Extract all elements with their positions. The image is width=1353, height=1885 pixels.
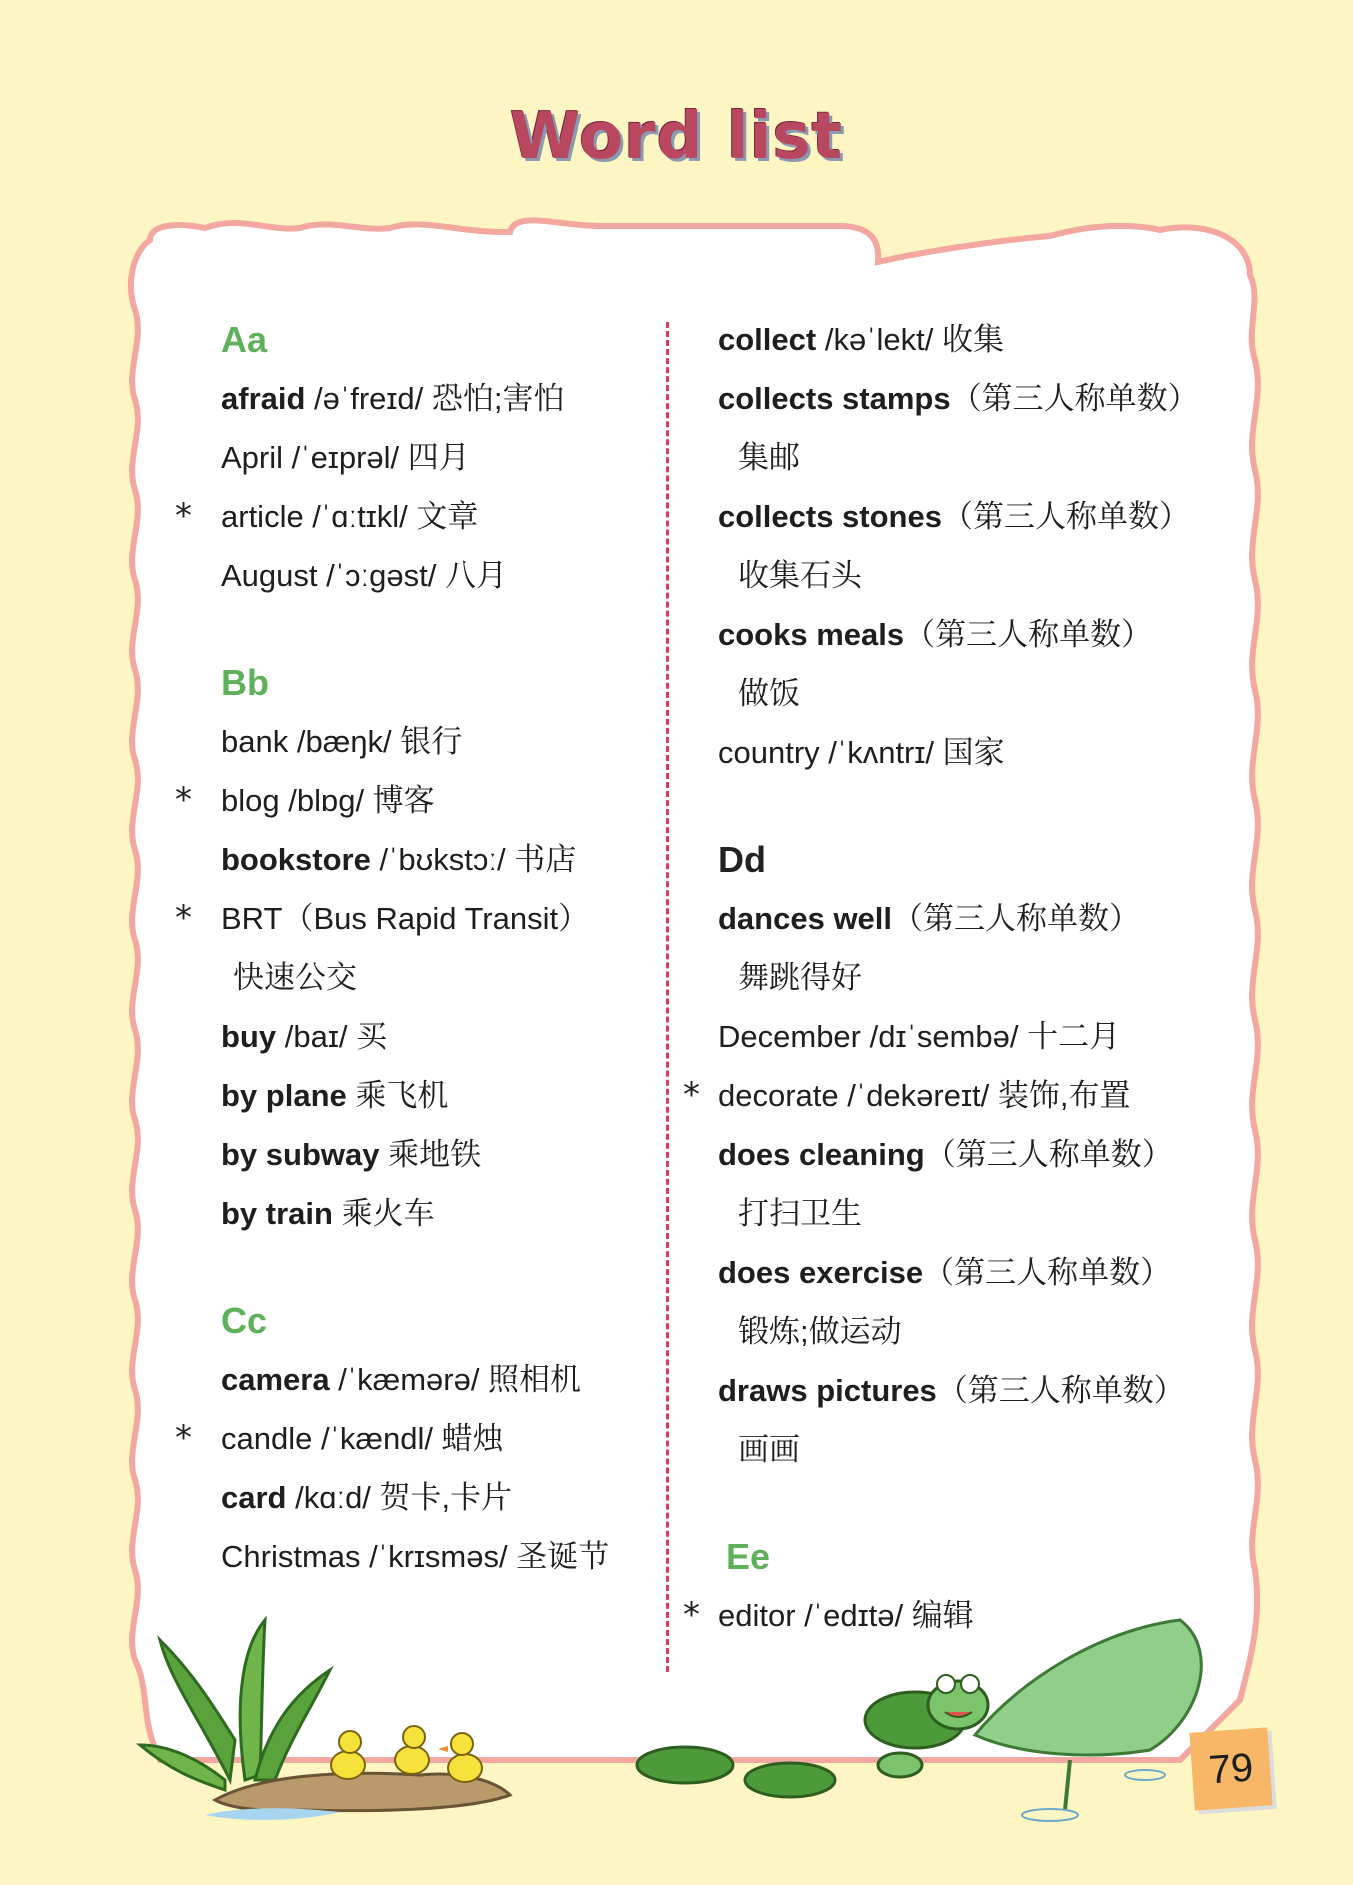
entry-definition: /ˈkæmərə/ 照相机: [329, 1362, 582, 1397]
entry-word: afraid: [221, 381, 306, 416]
entry-collects-stones-translation: 收集石头: [738, 558, 862, 593]
entry-definition: （第三人称单数）: [892, 901, 1141, 936]
entry-definition: （第三人称单数）: [950, 381, 1199, 416]
entry-definition: （第三人称单数）: [936, 1373, 1185, 1408]
entry-word: draws pictures: [718, 1373, 937, 1408]
entry-does-exercise-translation: 锻炼;做运动: [738, 1314, 902, 1349]
entry-definition: 乘火车: [332, 1196, 435, 1231]
entry-word: collects stones: [718, 499, 942, 534]
entry-definition: /kəˈlekt/ 收集: [816, 322, 1004, 357]
entry-definition: /əˈfreɪd/ 恐怕;害怕: [305, 381, 565, 416]
star-icon: *: [175, 1418, 192, 1458]
entry-word: camera: [221, 1362, 330, 1397]
page-title: Word list: [509, 100, 844, 174]
entry-cooks-meals-translation: 做饭: [738, 676, 800, 711]
entry-word: collect: [718, 322, 817, 357]
entry-word: buy: [221, 1019, 277, 1054]
entry-text: editor /ˈedɪtə/ 编辑: [718, 1598, 974, 1633]
entry-word: does cleaning: [718, 1137, 925, 1172]
entry-word: bookstore: [221, 842, 371, 877]
entry-word: dances well: [718, 901, 893, 936]
entry-word: card: [221, 1480, 287, 1515]
letter-heading-aa: Aa: [221, 319, 268, 360]
entry-word: collects stamps: [718, 381, 951, 416]
letter-heading-dd: Dd: [718, 839, 766, 880]
entry-word: by train: [221, 1196, 333, 1231]
entry-brt-translation: 快速公交: [233, 960, 357, 995]
entry-draws-pictures-translation: 画画: [738, 1432, 800, 1467]
star-icon: *: [175, 780, 192, 820]
entry-definition: （第三人称单数）: [924, 1137, 1173, 1172]
page-number: 79: [1189, 1727, 1272, 1810]
entry-text: article /ˈɑːtɪkl/ 文章: [221, 499, 479, 534]
entry-definition: （第三人称单数）: [904, 617, 1153, 652]
entry-text: decorate /ˈdekəreɪt/ 装饰,布置: [718, 1078, 1131, 1113]
entry-word: does exercise: [718, 1255, 924, 1290]
letter-heading-bb: Bb: [221, 662, 269, 703]
star-icon: *: [175, 496, 192, 536]
entry-word: by subway: [221, 1137, 380, 1172]
entry-does-cleaning-translation: 打扫卫生: [738, 1196, 862, 1231]
duckling-illustration: [331, 1726, 482, 1782]
entry-word: cooks meals: [718, 617, 905, 652]
entry-august: August /ˈɔːgəst/ 八月: [221, 558, 507, 593]
letter-heading-cc: Cc: [221, 1300, 268, 1341]
entry-definition: 乘地铁: [379, 1137, 482, 1172]
entry-collects-stamps-translation: 集邮: [738, 440, 800, 475]
star-icon: *: [175, 898, 192, 938]
entry-word: by plane: [221, 1078, 347, 1113]
entry-definition: /baɪ/ 买: [276, 1019, 388, 1054]
entry-december: December /dɪˈsembə/ 十二月: [718, 1019, 1121, 1054]
entry-definition: 乘飞机: [346, 1078, 449, 1113]
entry-april: April /ˈeɪprəl/ 四月: [221, 440, 470, 475]
entry-text: blog /blɒg/ 博客: [221, 783, 435, 818]
entry-definition: （第三人称单数）: [923, 1255, 1172, 1290]
entry-christmas: Christmas /ˈkrɪsməs/ 圣诞节: [221, 1539, 610, 1574]
entry-country: country /ˈkʌntrɪ/ 国家: [718, 735, 1005, 770]
star-icon: *: [683, 1075, 700, 1115]
entry-dances-well-translation: 舞跳得好: [738, 960, 862, 995]
entry-text: candle /ˈkændl/ 蜡烛: [221, 1421, 504, 1456]
star-icon: *: [683, 1595, 700, 1635]
water-plant-illustration: [140, 1620, 330, 1790]
entry-definition: （第三人称单数）: [941, 499, 1190, 534]
entry-text: BRT（Bus Rapid Transit）: [221, 901, 590, 936]
letter-heading-ee: Ee: [726, 1536, 771, 1577]
lily-pad-illustration: [637, 1620, 1201, 1810]
entry-bank: bank /bæŋk/ 银行: [221, 724, 463, 759]
entry-definition: /kɑːd/ 贺卡,卡片: [286, 1480, 513, 1515]
entry-definition: /ˈbʊkstɔː/ 书店: [370, 842, 577, 877]
